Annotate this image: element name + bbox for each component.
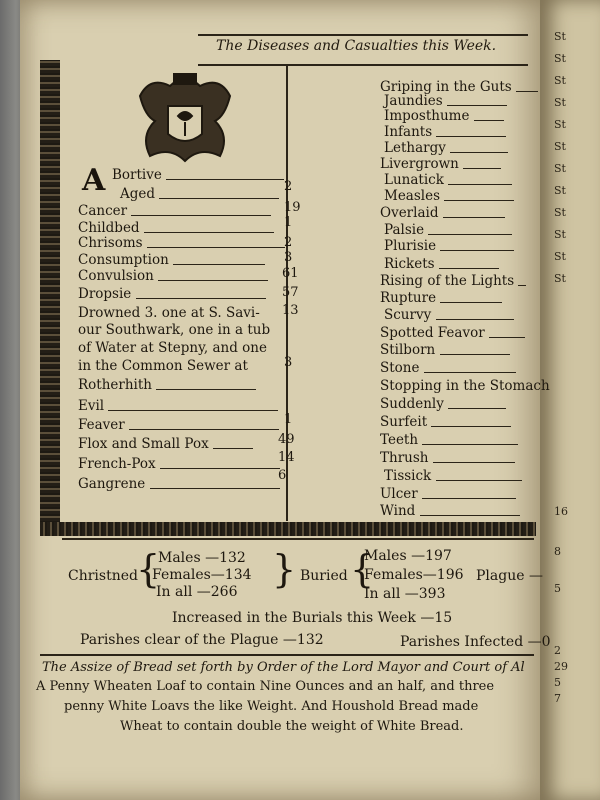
- disease-entry: Surfeit: [380, 414, 511, 430]
- disease-entry: Aged: [120, 186, 279, 202]
- disease-entry: Lethargy: [384, 140, 508, 156]
- disease-entry: Cancer: [78, 203, 271, 219]
- disease-entry: Jaundies: [384, 93, 507, 109]
- assize-line: A Penny Wheaten Loaf to contain Nine Ounces and an half, and three: [36, 679, 495, 694]
- decorative-border-left: [40, 60, 60, 535]
- plague-count: Plague —: [476, 568, 543, 584]
- facing-line: St: [554, 140, 566, 153]
- buried-label: Buried: [300, 568, 348, 584]
- disease-entry: Infants: [384, 124, 506, 140]
- facing-line: St: [554, 250, 566, 263]
- facing-line: St: [554, 184, 566, 197]
- buried-females: Females—196: [364, 567, 464, 583]
- facing-line: St: [554, 52, 566, 65]
- facing-page: [540, 0, 600, 800]
- disease-entry: Dropsie: [78, 286, 266, 302]
- disease-entry: Rotherhith: [78, 377, 256, 393]
- disease-entry: Thrush: [380, 450, 515, 466]
- disease-entry: Ulcer: [380, 486, 516, 502]
- disease-entry: French-Pox: [78, 456, 280, 472]
- disease-entry: Stilborn: [380, 342, 510, 358]
- disease-entry: Feaver: [78, 417, 279, 433]
- disease-entry: Tissick: [384, 468, 522, 484]
- facing-line: 7: [554, 692, 561, 705]
- facing-line: St: [554, 96, 566, 109]
- facing-line: St: [554, 206, 566, 219]
- christned-females: Females—134: [152, 567, 252, 583]
- disease-entry: Consumption: [78, 252, 265, 268]
- disease-entry: Measles: [384, 188, 514, 204]
- christned-males: Males —132: [158, 550, 246, 566]
- disease-count: 3: [284, 250, 293, 265]
- drop-cap: A: [82, 163, 106, 198]
- disease-entry: Plurisie: [384, 238, 514, 254]
- disease-entry: Chrisoms: [78, 235, 285, 251]
- buried-males: Males —197: [364, 548, 452, 564]
- parishes-infected: Parishes Infected —0: [400, 634, 551, 650]
- facing-line: 8: [554, 545, 561, 558]
- disease-count: 19: [284, 200, 301, 215]
- disease-count: 14: [278, 450, 295, 465]
- disease-entry: Teeth: [380, 432, 518, 448]
- facing-line: 5: [554, 676, 561, 689]
- disease-entry: Evil: [78, 398, 278, 414]
- decorative-border-bottom: [40, 522, 536, 536]
- disease-entry: Griping in the Guts: [380, 79, 538, 95]
- disease-entry: of Water at Stepny, and one: [78, 340, 267, 356]
- parishes-clear: Parishes clear of the Plague —132: [80, 632, 324, 648]
- brace-icon: {: [350, 547, 375, 591]
- section-rule: [62, 538, 534, 540]
- disease-count: 2: [284, 179, 293, 194]
- disease-entry: our Southwark, one in a tub: [78, 322, 271, 338]
- christned-label: Christned: [68, 568, 138, 584]
- disease-entry: Convulsion: [78, 268, 268, 284]
- disease-count: 6: [278, 468, 287, 483]
- disease-count: 13: [282, 303, 299, 318]
- disease-count: 2: [284, 235, 293, 250]
- disease-entry: Bortive: [112, 167, 284, 183]
- disease-count: 1: [284, 215, 293, 230]
- brace-icon: }: [272, 547, 297, 591]
- facing-line: 5: [554, 582, 561, 595]
- assize-heading: The Assize of Bread set forth by Order of the Lord Mayor and Court of Al: [42, 660, 525, 675]
- page-title: The Diseases and Casualties this Week.: [216, 38, 497, 54]
- disease-entry: Rupture: [380, 290, 502, 306]
- disease-entry: Imposthume: [384, 108, 504, 124]
- burials-increase: Increased in the Burials this Week —15: [172, 610, 453, 626]
- assize-line: Wheat to contain double the weight of White Bread.: [120, 719, 464, 734]
- facing-line: 2: [554, 644, 561, 657]
- disease-entry: Livergrown: [380, 156, 501, 172]
- disease-entry: Palsie: [384, 222, 512, 238]
- disease-entry: in the Common Sewer at: [78, 358, 248, 374]
- facing-line: St: [554, 272, 566, 285]
- disease-count: 1: [284, 412, 293, 427]
- disease-count: 57: [282, 285, 299, 300]
- assize-line: penny White Loavs the like Weight. And Houshold Bread made: [64, 699, 479, 714]
- disease-entry: Overlaid: [380, 205, 505, 221]
- disease-entry: Stone: [380, 360, 516, 376]
- brace-icon: {: [136, 547, 161, 591]
- christned-total: In all —266: [156, 584, 238, 600]
- disease-entry: Lunatick: [384, 172, 512, 188]
- facing-line: St: [554, 30, 566, 43]
- facing-line: St: [554, 162, 566, 175]
- section-rule: [40, 654, 534, 656]
- facing-line: 16: [554, 505, 568, 518]
- coat-of-arms-icon: [130, 66, 240, 176]
- disease-entry: Wind: [380, 503, 520, 519]
- disease-count: 49: [278, 432, 295, 447]
- disease-count: 3: [284, 355, 293, 370]
- buried-total: In all —393: [364, 586, 446, 602]
- disease-entry: Childbed: [78, 220, 274, 236]
- disease-entry: Spotted Feavor: [380, 325, 525, 341]
- disease-entry: Gangrene: [78, 476, 280, 492]
- facing-line: St: [554, 228, 566, 241]
- disease-entry: Rickets: [384, 256, 499, 272]
- facing-line: St: [554, 74, 566, 87]
- disease-entry: Suddenly: [380, 396, 506, 412]
- disease-entry: Rising of the Lights: [380, 273, 526, 289]
- disease-entry: Flox and Small Pox: [78, 436, 253, 452]
- disease-entry: Drowned 3. one at S. Savi-: [78, 305, 260, 321]
- disease-entry: Scurvy: [384, 307, 514, 323]
- disease-entry: Stopping in the Stomach: [380, 378, 550, 394]
- facing-line: 29: [554, 660, 568, 673]
- facing-line: St: [554, 118, 566, 131]
- disease-count: 61: [282, 266, 299, 281]
